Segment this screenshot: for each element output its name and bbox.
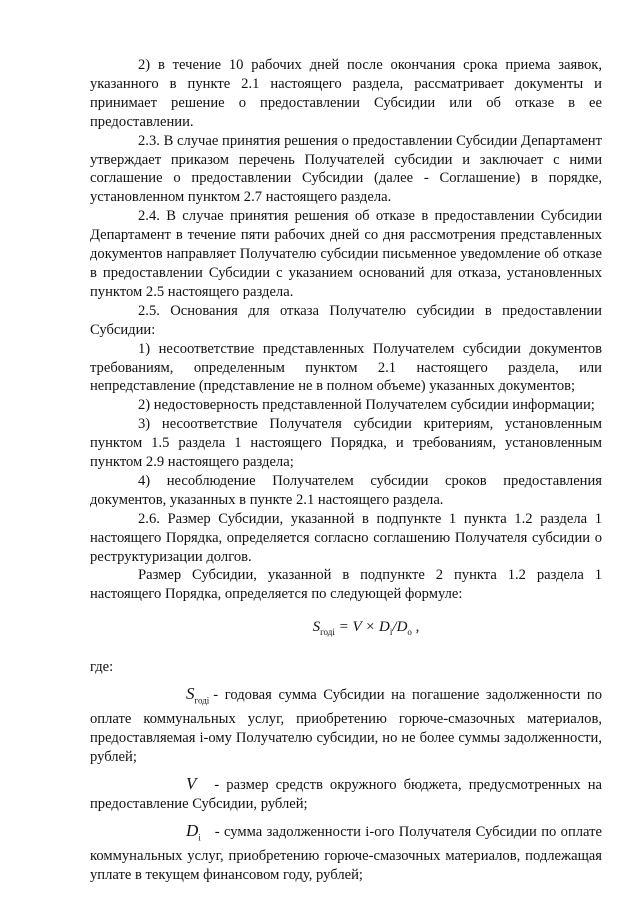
definition-d-text: - сумма задолженности i-ого Получателя Субсидии по оплате коммунальных услуг, приобретению горюче-смазочных материалов, подлежащая уплате в текущем финансовом году, рублей; xyxy=(90,824,602,884)
formula-comma: , xyxy=(415,619,420,636)
definition-s-text: - годовая сумма Субсидии на погашение задолженности по оплате коммунальных услуг, приобретению горюче-смазочных материалов, предоставляемая i-ому Получателю субсидии, но не более суммы задолженности, рублей; xyxy=(90,687,602,766)
definition-d-symbol: $D_i$ xyxy=(186,821,201,843)
definition-v-text: - размер средств окружного бюджета, предусмотренных на предоставление Субсидии, рублей; xyxy=(90,777,602,813)
definition-s xyxy=(90,685,602,767)
formula-d: D xyxy=(379,619,390,636)
reason-1: 1) несоответствие представленных Получателем субсидии документов требованиям, определенным пунктом 2.1 настоящего раздела, или непредставление (представление не в полном объеме) указанных документов; xyxy=(90,340,602,395)
definition-v xyxy=(90,775,602,814)
subsidy-formula xyxy=(90,618,602,648)
reason-4: 4) несоблюдение Получателем субсидии сроков предоставления документов, указанных в пункте 2.1 настоящего раздела. xyxy=(90,472,602,508)
paragraph-item-2: 2) в течение 10 рабочих дней после окончания срока приема заявок, указанного в пункте 2.1 настоящего раздела, рассматривает документы и принимает решение о предоставлении Субсидии или об отказе в ее предоставлении. xyxy=(90,57,602,130)
paragraph-2-4: 2.4. В случае принятия решения об отказе в предоставлении Субсидии Департамент в течение пяти рабочих дней со дня рассмотрения представленных документов направляет Получателю субсидии письменное уведомление об отказе в предоставлении Субсидии с указанием оснований для отказа, установленных пунктом 2.5 настоящего раздела. xyxy=(90,208,602,300)
formula-d0-sub: o xyxy=(407,627,412,638)
formula-lhs: S xyxy=(312,619,321,636)
document-page xyxy=(90,56,602,885)
formula-d-sub: i xyxy=(389,627,393,638)
reason-2: 2) недостоверность представленной Получателем субсидии информации; xyxy=(138,397,595,414)
paragraph-2-6: 2.6. Размер Субсидии, указанной в подпункте 1 пункта 1.2 раздела 1 настоящего Порядка, определяется согласно соглашению Получателя субсидии о реструктуризации долгов. xyxy=(90,510,602,565)
formula-equals: = xyxy=(338,619,349,636)
formula-v: V xyxy=(352,619,362,636)
paragraph-2-5: 2.5. Основания для отказа Получателю субсидии в предоставлении Субсидии: xyxy=(90,302,602,338)
formula-d0: D xyxy=(396,619,408,636)
definition-d xyxy=(90,822,602,885)
definition-s-symbol: $S_{годi}$ xyxy=(186,684,210,706)
reason-3: 3) несоответствие Получателя субсидии критериям, установленным пунктом 1.5 раздела 1 настоящего Порядка, и требованиям, установленным пунктом 2.9 настоящего раздела; xyxy=(90,416,602,471)
formula-lhs-sub: годi xyxy=(320,627,335,638)
formula-times: × xyxy=(365,619,376,636)
paragraph-2-3: 2.3. В случае принятия решения о предоставлении Субсидии Департамент утверждает приказом перечень Получателей субсидии и заключает с ними соглашение о предоставлении Субсидии (далее - Соглашение) в порядке, установленном пунктом 2.7 настоящего раздела. xyxy=(90,132,602,206)
formula-slash: / xyxy=(392,619,397,636)
where-label: где: xyxy=(90,659,114,676)
paragraph-formula-intro: Размер Субсидии, указанной в подпункте 2 пункта 1.2 раздела 1 настоящего Порядка, определяется по следующей формуле: xyxy=(90,567,602,603)
definition-v-symbol: V xyxy=(186,774,197,794)
